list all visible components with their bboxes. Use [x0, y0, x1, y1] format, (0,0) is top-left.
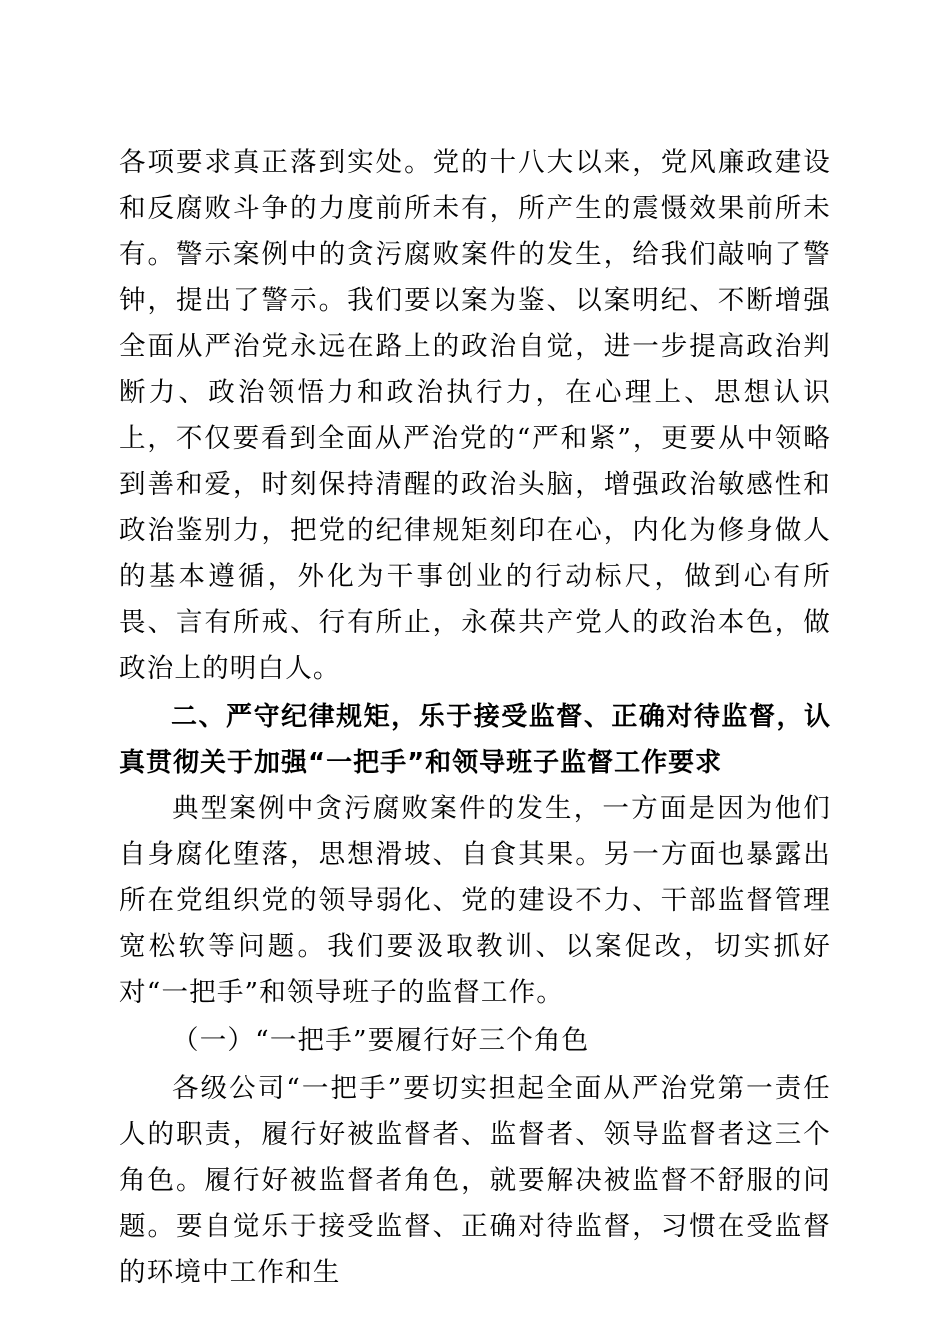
- paragraph-section-2-intro: 典型案例中贪污腐败案件的发生，一方面是因为他们自身腐化堕落，思想滑坡、自食其果。另一方面也暴露出所在党组织党的领导弱化、党的建设不力、干部监督管理宽松软等问题。我们要汲取教训、以案促改，切实抓好对“一把手”和领导班子的监督工作。: [119, 793, 831, 1008]
- section-heading-2: 二、严守纪律规矩，乐于接受监督、正确对待监督，认真贯彻关于加强“一把手”和领导班子监督工作要求: [119, 702, 831, 778]
- subsection-heading-1: （一）“一把手”要履行好三个角色: [172, 1025, 590, 1056]
- paragraph-subsection-1: 各级公司“一把手”要切实担起全面从严治党第一责任人的职责，履行好被监督者、监督者、领导监督者这三个角色。履行好被监督者角色，就要解决被监督不舒服的问题。要自觉乐于接受监督、正确对待监督，习惯在受监督的环境中工作和生: [119, 1073, 831, 1288]
- paragraph-continuation: 各项要求真正落到实处。党的十八大以来，党风廉政建设和反腐败斗争的力度前所未有，所产生的震慑效果前所未有。警示案例中的贪污腐败案件的发生，给我们敲响了警钟，提出了警示。我们要以案为鉴、以案明纪、不断增强全面从严治党永远在路上的政治自觉，进一步提高政治判断力、政治领悟力和政治执行力，在心理上、思想认识上，不仅要看到全面从严治党的“严和紧”，更要从中领略到善和爱，时刻保持清醒的政治头脑，增强政治敏感性和政治鉴别力，把党的纪律规矩刻印在心，内化为修身做人的基本遵循，外化为干事创业的行动标尺，做到心有所畏、言有所戒、行有所止，永葆共产党人的政治本色，做政治上的明白人。: [119, 147, 831, 684]
- document-body: [119, 140, 831, 1296]
